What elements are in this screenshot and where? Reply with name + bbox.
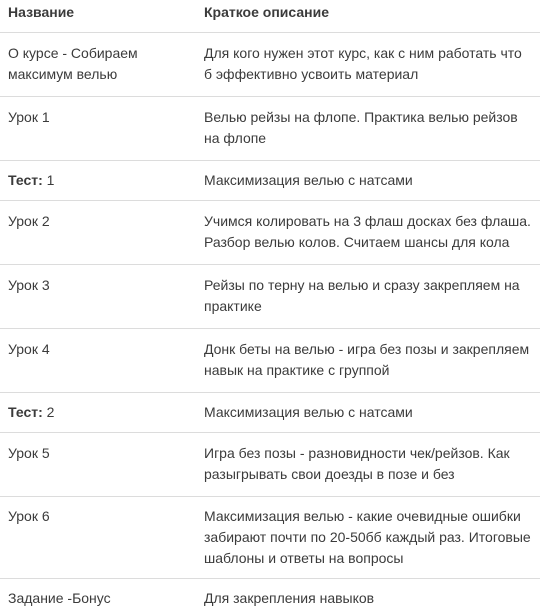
table-row: [0, 33, 540, 97]
table-row: [0, 579, 540, 613]
row-name: Урок 3: [0, 265, 196, 329]
row-name: О курсе - Собираем максимум велью: [0, 33, 196, 97]
table-row: [0, 201, 540, 265]
row-description: Для кого нужен этот курс, как с ним работать что б эффективно усвоить материал: [196, 33, 540, 97]
row-description: Максимизация велью - какие очевидные ошибки забирают почти по 20-50бб каждый раз. Итоговые шаблоны и ответы на вопросы: [196, 497, 540, 579]
row-name-bold: Тест:: [8, 404, 43, 420]
row-name: Урок 6: [0, 497, 196, 579]
row-description: Рейзы по терну на велью и сразу закрепляем на практике: [196, 265, 540, 329]
row-name: Урок 1: [0, 97, 196, 161]
row-description: Учимся колировать на 3 флаш досках без флаша. Разбор велью колов. Считаем шансы для кола: [196, 201, 540, 265]
column-header-description: Краткое описание: [196, 0, 540, 33]
row-description: Для закрепления навыков: [196, 579, 540, 613]
table-row: [0, 497, 540, 579]
row-name: [0, 393, 196, 433]
table-row: [0, 329, 540, 393]
table-row: [0, 265, 540, 329]
table-row: [0, 97, 540, 161]
row-description: Велью рейзы на флопе. Практика велью рейзов на флопе: [196, 97, 540, 161]
row-name-bold: Тест:: [8, 172, 43, 188]
row-name: [0, 161, 196, 201]
table-header-row: [0, 0, 540, 33]
row-description: Игра без позы - разновидности чек/рейзов. Как разыгрывать свои доезды в позе и без: [196, 433, 540, 497]
row-name: Урок 4: [0, 329, 196, 393]
row-name-rest: 2: [43, 404, 55, 420]
row-name: Задание -Бонус: [0, 579, 196, 613]
column-header-name: Название: [0, 0, 196, 33]
row-name: Урок 5: [0, 433, 196, 497]
row-description: Донк беты на велью - игра без позы и закрепляем навык на практике с группой: [196, 329, 540, 393]
row-name: Урок 2: [0, 201, 196, 265]
row-description: Максимизация велью с натсами: [196, 393, 540, 433]
table-row: [0, 161, 540, 201]
row-description: Максимизация велью с натсами: [196, 161, 540, 201]
row-name-rest: 1: [43, 172, 55, 188]
table-row: [0, 393, 540, 433]
table-row: [0, 433, 540, 497]
